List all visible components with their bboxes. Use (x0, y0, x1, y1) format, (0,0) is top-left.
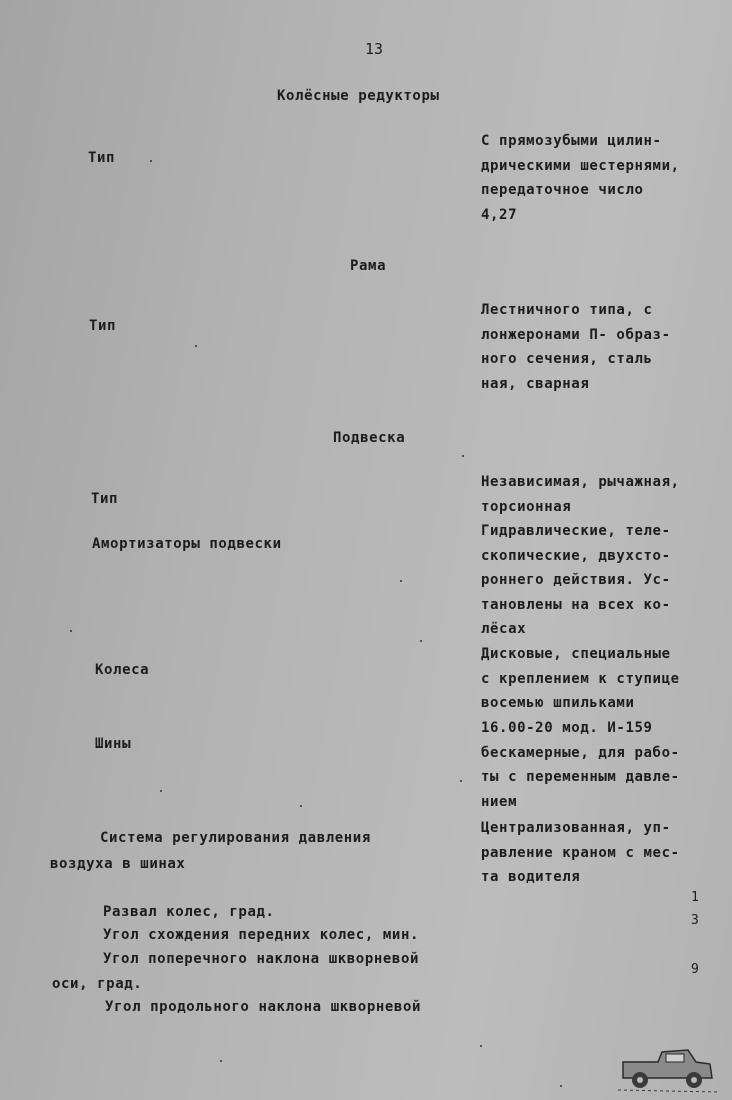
camber-value: 1 (691, 890, 699, 905)
tires-value (481, 716, 680, 814)
scan-speck (560, 1085, 562, 1087)
text-line: скопические, двухсто- (481, 547, 671, 564)
scan-speck (195, 345, 197, 347)
pressure-system-label-line1: Система регулирования давления (100, 830, 371, 846)
text-line: передаточное число (481, 182, 644, 198)
scan-speck (220, 1060, 222, 1062)
text-line: 16.00-20 мод. И-159 (481, 720, 653, 736)
text-line: торсионная (481, 498, 572, 515)
shock-absorbers-label: Амортизаторы подвески (92, 536, 282, 552)
scan-speck (480, 1045, 482, 1047)
scan-speck (460, 780, 462, 782)
scan-speck (150, 160, 152, 162)
suspension-type-value (481, 470, 680, 519)
scan-speck (160, 790, 162, 792)
scan-speck (300, 805, 302, 807)
text-line: С прямозубыми цилин- (481, 133, 662, 149)
text-line: Дисковые, специальные (481, 646, 671, 662)
kingpin-lateral-label-line2: оси, град. (52, 976, 143, 992)
text-line: та водителя (481, 869, 581, 885)
scan-speck (420, 640, 422, 642)
text-line: дрическими шестернями, (481, 157, 680, 174)
text-line: лёсах (481, 621, 527, 637)
shock-absorbers-value (481, 519, 671, 642)
text-line: роннего действия. Ус- (481, 572, 671, 588)
text-line: равление краном с мес- (481, 844, 680, 861)
kingpin-lateral-value: 9 (691, 962, 699, 977)
wheels-value (481, 642, 680, 716)
scan-speck (462, 455, 464, 457)
text-line: восемью шпильками (481, 695, 635, 711)
kingpin-longitudinal-label: Угол продольного наклона шкворневой (105, 999, 422, 1015)
truck-sketch-icon (618, 1040, 718, 1095)
reducers-type-label: Тип (88, 150, 116, 166)
heading-frame: Рама (350, 258, 387, 274)
frame-type-value (481, 298, 671, 396)
text-line: ная, сварная (481, 375, 590, 392)
text-line: с креплением к ступице (481, 670, 680, 687)
text-line: Централизованная, уп- (481, 820, 671, 836)
toe-in-label: Угол схождения передних колес, мин. (103, 927, 420, 943)
text-line: лонжеронами П- образ- (481, 326, 671, 343)
page-number: 13 (365, 40, 384, 58)
camber-label: Развал колес, град. (103, 904, 275, 920)
heading-suspension: Подвеска (333, 430, 406, 446)
kingpin-lateral-label-line1: Угол поперечного наклона шкворневой (103, 951, 420, 967)
scan-speck (400, 580, 402, 582)
text-line: ного сечения, сталь (481, 351, 653, 367)
toe-in-value: 3 (691, 913, 699, 928)
text-line: Независимая, рычажная, (481, 474, 680, 490)
text-line: Гидравлические, теле- (481, 523, 671, 539)
text-line: нием (481, 793, 518, 810)
pressure-system-label-line2: воздуха в шинах (50, 856, 186, 872)
scan-speck (70, 630, 72, 632)
suspension-type-label: Тип (91, 491, 119, 507)
reducers-type-value (481, 129, 680, 227)
pressure-system-value (481, 816, 680, 890)
heading-wheel-reducers: Колёсные редукторы (277, 88, 440, 104)
text-line: ты с переменным давле- (481, 769, 680, 785)
text-line: бескамерные, для рабо- (481, 744, 680, 761)
wheels-label: Колеса (95, 662, 150, 678)
text-line: тановлены на всех ко- (481, 596, 671, 613)
tires-label: Шины (95, 736, 132, 752)
text-line: Лестничного типа, с (481, 302, 653, 318)
text-line: 4,27 (481, 206, 518, 223)
frame-type-label: Тип (89, 318, 117, 334)
